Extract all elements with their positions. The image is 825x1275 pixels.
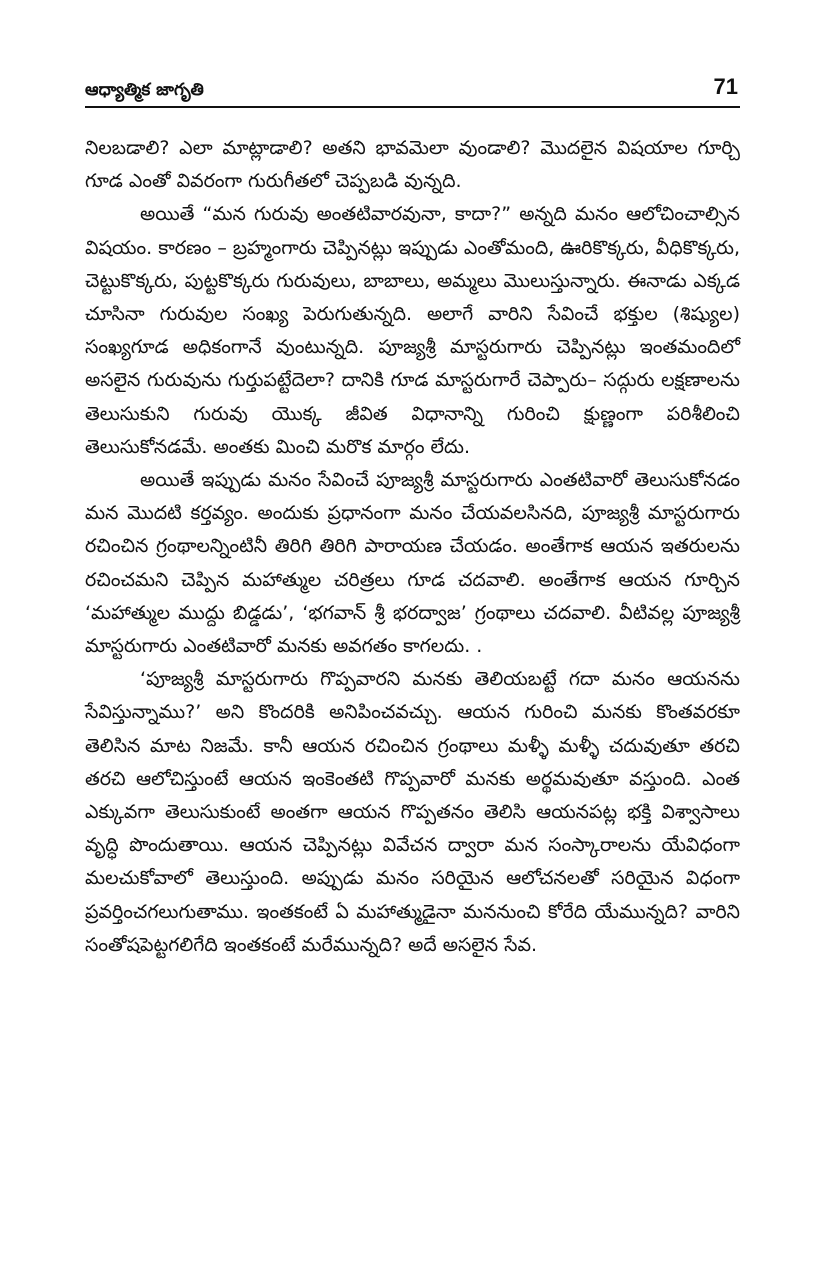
page-header (85, 72, 740, 108)
document-page (85, 72, 740, 962)
body-text (85, 132, 740, 962)
page-number: 71 (713, 74, 738, 99)
paragraph-4: ‘పూజ్యశ్రీ మాస్టరుగారు గొప్పవారని మనకు తెలియబట్టే గదా మనం ఆయనను సేవిస్తున్నాము?’ అని కొందరికి అనిపించవచ్చు. ఆయన గురించి మనకు కొంతవరకూ తెలిసిన మాట నిజమే. కానీ ఆయన రచించిన గ్రంథాలు మళ్ళీ మళ్ళీ చదువుతూ తరచి తరచి ఆలోచిస్తుంటే ఆయన ఇంకెంతటి గొప్పవారో మనకు అర్థమవుతూ వస్తుంది. ఎంత ఎక్కువగా తెలుసుకుంటే అంతగా ఆయన గొప్పతనం తెలిసి ఆయనపట్ల భక్తి విశ్వాసాలు వృద్ధి పొందుతాయి. ఆయన చెప్పినట్లు వివేచన ద్వారా మన సంస్కారాలను యేవిధంగా మలచుకోవాలో తెలుస్తుంది. అప్పుడు మనం సరియైన ఆలోచనలతో సరియైన విధంగా ప్రవర్తించగలుగుతాము. ఇంతకంటే ఏ మహాత్ముడైనా మననుంచి కోరేది యేమున్నది? వారిని సంతోషపెట్టగలిగేది ఇంతకంటే మరేమున్నది? అదే అసలైన సేవ. (85, 668, 740, 956)
paragraph-2: అయితే “మన గురువు అంతటివారవునా, కాదా?” అన్నది మనం ఆలోచించాల్సిన విషయం. కారణం – బ్రహ్మంగారు చెప్పినట్లు ఇప్పుడు ఎంతోమంది, ఊరికొక్కరు, వీధికొక్కరు, చెట్టుకొక్కరు, పుట్టకొక్కరు గురువులు, బాబాలు, అమ్మలు మొలుస్తున్నారు. ఈనాడు ఎక్కడ చూసినా గురువుల సంఖ్య పెరుగుతున్నది. అలాగే వారిని సేవించే భక్తుల (శిష్యుల) సంఖ్యగూడ అధికంగానే వుంటున్నది. పూజ్యశ్రీ మాస్టరుగారు చెప్పినట్లు ఇంతమందిలో అసలైన గురువును గుర్తుపట్టేదెలా? దానికి గూడ మాస్టరుగారే చెప్పారు– సద్గురు లక్షణాలను తెలుసుకుని గురువు యొక్క జీవిత విధానాన్ని గురించి క్షుణ్ణంగా పరిశీలించి తెలుసుకోనడమే. అంతకు మించి మరొక మార్గం లేదు. (85, 203, 740, 458)
paragraph-3: అయితే ఇప్పుడు మనం సేవించే పూజ్యశ్రీ మాస్టరుగారు ఎంతటివారో తెలుసుకోనడం మన మొదటి కర్తవ్యం. అందుకు ప్రధానంగా మనం చేయవలసినది, పూజ్యశ్రీ మాస్టరుగారు రచించిన గ్రంథాలన్నింటినీ తిరిగి తిరిగి పారాయణ చేయడం. అంతేగాక ఆయన ఇతరులను రచించమని చెప్పిన మహాత్ముల చరిత్రలు గూడ చదవాలి. అంతేగాక ఆయన గూర్చిన ‘మహాత్ముల ముద్దు బిడ్డడు’, ‘భగవాన్ శ్రీ భరద్వాజ’ గ్రంథాలు చదవాలి. వీటివల్ల పూజ్యశ్రీ మాస్టరుగారు ఎంతటివారో మనకు అవగతం కాగలదు. . (85, 469, 740, 658)
paragraph-1: నిలబడాలి? ఎలా మాట్లాడాలి? అతని భావమెలా వుండాలి? మొదలైన విషయాల గూర్చి గూడ ఎంతో వివరంగా గురుగీతలో చెప్పబడి వున్నది. (85, 137, 740, 193)
running-title: ఆధ్యాత్మిక జాగృతి (85, 80, 204, 100)
